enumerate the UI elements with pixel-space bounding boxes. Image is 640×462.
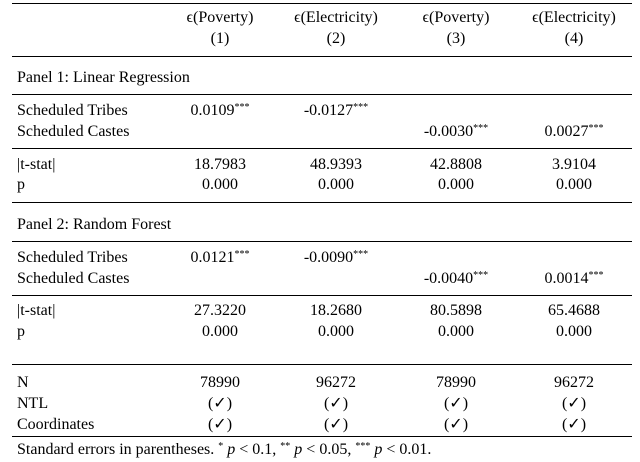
p1-mid-rule bbox=[12, 148, 632, 149]
panel2-bottom-rule bbox=[12, 364, 632, 365]
ntl-label: NTL bbox=[17, 395, 49, 412]
p1-tribes-c1: 0.0109*** bbox=[190, 102, 250, 119]
p1-p-c3: 0.000 bbox=[438, 176, 474, 193]
p1-tstat-label: |t-stat| bbox=[17, 156, 56, 173]
p2-p-c1: 0.000 bbox=[202, 323, 238, 340]
coord-c1: (✓) bbox=[207, 416, 233, 433]
coord-c4: (✓) bbox=[561, 416, 587, 433]
n-label: N bbox=[17, 374, 29, 391]
panel2-rule bbox=[12, 241, 632, 242]
p2-tstat-c2: 18.2680 bbox=[310, 302, 362, 319]
panel1-bottom-rule bbox=[12, 202, 632, 203]
p2-tribes-label: Scheduled Tribes bbox=[17, 249, 128, 266]
top-rule bbox=[12, 3, 632, 4]
panel2-title: Panel 2: Random Forest bbox=[17, 216, 172, 233]
p2-p-c3: 0.000 bbox=[438, 323, 474, 340]
ntl-c1: (✓) bbox=[207, 395, 233, 412]
p2-tstat-c3: 80.5898 bbox=[430, 302, 482, 319]
table-note: Standard errors in parentheses. * p < 0.1, ** p < 0.05, *** p < 0.01. bbox=[17, 441, 432, 458]
p1-p-c1: 0.000 bbox=[202, 176, 238, 193]
p1-tribes-label: Scheduled Tribes bbox=[17, 102, 128, 119]
p1-castes-c4: 0.0027*** bbox=[544, 123, 604, 140]
ntl-c3: (✓) bbox=[443, 395, 469, 412]
p1-tstat-c2: 48.9393 bbox=[310, 156, 362, 173]
coord-c3: (✓) bbox=[443, 416, 469, 433]
n-c3: 78990 bbox=[436, 374, 476, 391]
col4-header: ϵ(Electricity) bbox=[532, 9, 616, 26]
p2-p-c2: 0.000 bbox=[318, 323, 354, 340]
n-c2: 96272 bbox=[316, 374, 356, 391]
col1-header: ϵ(Poverty) bbox=[186, 9, 254, 26]
p1-tribes-c2: -0.0127*** bbox=[303, 102, 369, 119]
p1-p-label: p bbox=[17, 176, 25, 193]
panel1-title: Panel 1: Linear Regression bbox=[17, 69, 190, 86]
p2-tstat-c4: 65.4688 bbox=[548, 302, 600, 319]
col3-number: (3) bbox=[446, 30, 466, 47]
p1-tstat-c4: 3.9104 bbox=[552, 156, 596, 173]
p2-castes-label: Scheduled Castes bbox=[17, 270, 130, 287]
coord-label: Coordinates bbox=[17, 416, 95, 433]
p2-tribes-c1: 0.0121*** bbox=[190, 249, 250, 266]
p1-castes-label: Scheduled Castes bbox=[17, 123, 130, 140]
col2-number: (2) bbox=[326, 30, 346, 47]
p2-p-label: p bbox=[17, 323, 25, 340]
ntl-c2: (✓) bbox=[323, 395, 349, 412]
col2-header: ϵ(Electricity) bbox=[294, 9, 378, 26]
coord-c2: (✓) bbox=[323, 416, 349, 433]
col3-header: ϵ(Poverty) bbox=[422, 9, 490, 26]
ntl-c4: (✓) bbox=[561, 395, 587, 412]
p1-p-c4: 0.000 bbox=[556, 176, 592, 193]
p2-p-c4: 0.000 bbox=[556, 323, 592, 340]
n-c4: 96272 bbox=[554, 374, 594, 391]
p1-tstat-c3: 42.8808 bbox=[430, 156, 482, 173]
header-rule bbox=[12, 56, 632, 57]
p2-tstat-label: |t-stat| bbox=[17, 302, 56, 319]
p2-mid-rule bbox=[12, 295, 632, 296]
p2-castes-c3: -0.0040*** bbox=[423, 270, 489, 287]
p2-tribes-c2: -0.0090*** bbox=[303, 249, 369, 266]
col4-number: (4) bbox=[564, 30, 584, 47]
n-c1: 78990 bbox=[200, 374, 240, 391]
p1-tstat-c1: 18.7983 bbox=[194, 156, 246, 173]
p2-tstat-c1: 27.3220 bbox=[194, 302, 246, 319]
bottom-rule bbox=[12, 436, 632, 437]
p1-p-c2: 0.000 bbox=[318, 176, 354, 193]
p1-castes-c3: -0.0030*** bbox=[423, 123, 489, 140]
col1-number: (1) bbox=[210, 30, 230, 47]
p2-castes-c4: 0.0014*** bbox=[544, 270, 604, 287]
panel1-rule bbox=[12, 94, 632, 95]
